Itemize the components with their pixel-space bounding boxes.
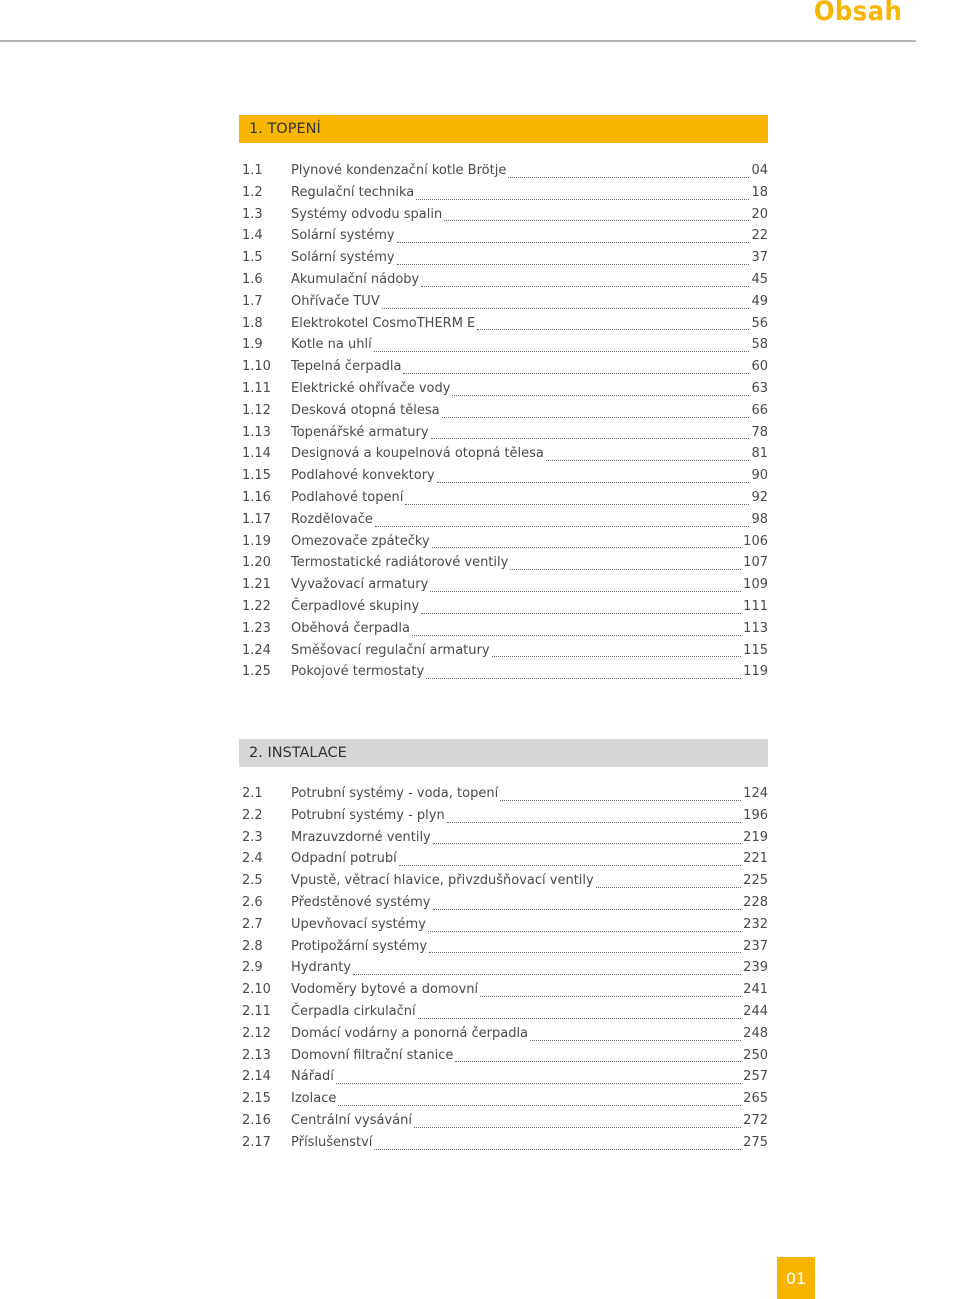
toc-entry-number: 2.10	[242, 982, 271, 998]
toc-entry-number: 1.16	[242, 489, 271, 505]
toc-entry[interactable]	[242, 487, 768, 509]
toc-entry-page: 239	[743, 960, 768, 976]
toc-entry-page: 90	[751, 468, 768, 484]
toc-entry-page: 107	[743, 555, 768, 571]
toc-entry-number: 2.16	[242, 1112, 271, 1128]
toc-entry-number: 2.14	[242, 1069, 271, 1085]
dot-leader	[421, 285, 749, 287]
dot-leader	[492, 655, 742, 657]
toc-entry-number: 1.25	[242, 664, 271, 680]
dot-leader	[338, 1104, 741, 1106]
toc-entry[interactable]	[242, 914, 768, 936]
toc-entry-page: 275	[743, 1134, 768, 1150]
toc-entry-number: 2.15	[242, 1091, 271, 1107]
dot-leader	[374, 1148, 741, 1150]
dot-leader	[432, 546, 742, 548]
toc-entry[interactable]	[242, 596, 768, 618]
toc-entry-title: Rozdělovače	[291, 511, 373, 527]
toc-entry[interactable]	[242, 1023, 768, 1045]
toc-entry-title: Potrubní systémy - voda, topení	[291, 786, 499, 801]
dot-leader	[433, 908, 742, 910]
header-gap	[916, 0, 960, 42]
toc-entry-number: 1.1	[242, 163, 263, 178]
toc-entry[interactable]	[242, 979, 768, 1001]
toc-entry-page: 63	[751, 380, 768, 396]
toc-entry-page: 78	[751, 424, 768, 440]
toc-entry[interactable]	[242, 334, 768, 356]
toc-entry-number: 1.20	[242, 555, 271, 571]
toc-entry-number: 2.9	[242, 960, 263, 976]
toc-entry-page: 66	[751, 402, 768, 418]
toc-entry[interactable]	[242, 378, 768, 400]
toc-entry-page: 219	[743, 829, 768, 845]
dot-leader	[416, 198, 749, 200]
toc-entry-number: 1.10	[242, 359, 271, 375]
dot-leader	[421, 612, 741, 614]
toc-entry-title: Čerpadla cirkulační	[291, 1003, 416, 1019]
toc-entry-number: 2.17	[242, 1134, 271, 1150]
toc-entry[interactable]	[242, 957, 768, 979]
toc-entry-number: 2.12	[242, 1025, 271, 1041]
toc-entry[interactable]	[242, 848, 768, 870]
toc-entry-title: Mrazuvzdorné ventily	[291, 829, 431, 845]
toc-entry-number: 1.21	[242, 577, 271, 593]
toc-entry-page: 60	[751, 359, 768, 375]
toc-entry-page: 196	[743, 807, 768, 823]
toc-entry-page: 45	[751, 271, 768, 287]
dot-leader	[546, 459, 750, 461]
toc-entry-title: Regulační technika	[291, 184, 415, 200]
toc-entry[interactable]	[242, 400, 768, 422]
toc-entry-title: Protipožární systémy	[291, 938, 428, 954]
toc-entry-page: 92	[751, 489, 768, 505]
toc-entry-page: 111	[743, 598, 768, 614]
toc-entry[interactable]	[242, 531, 768, 553]
toc-entry-title: Podlahové konvektory	[291, 468, 435, 484]
toc-entry-title: Elektrické ohřívače vody	[291, 380, 451, 396]
toc-entry-page: 109	[743, 577, 768, 593]
toc-entry[interactable]	[242, 783, 768, 805]
dot-leader	[455, 1060, 741, 1062]
dot-leader	[382, 307, 750, 309]
toc-entry-number: 1.2	[242, 184, 263, 200]
toc-entry-page: 119	[743, 664, 768, 680]
toc-entry-number: 1.3	[242, 206, 263, 222]
toc-entry-title: Elektrokotel CosmoTHERM E	[291, 315, 476, 331]
dot-leader	[480, 995, 741, 997]
dot-leader	[397, 263, 750, 265]
toc-entry-page: 04	[751, 163, 768, 178]
toc-entry-title: Domovní filtrační stanice	[291, 1047, 454, 1063]
toc-entry[interactable]	[242, 204, 768, 226]
toc-entry-number: 1.4	[242, 228, 263, 244]
dot-leader	[353, 973, 741, 975]
dot-leader	[428, 930, 741, 932]
dot-leader	[412, 634, 741, 636]
toc-entry-number: 1.19	[242, 533, 271, 549]
section-heading-topeni: 1. TOPENÍ	[239, 115, 768, 143]
dot-leader	[414, 1126, 741, 1128]
toc-entry-title: Příslušenství	[291, 1134, 373, 1150]
toc-entry-number: 2.13	[242, 1047, 271, 1063]
toc-entry-number: 2.2	[242, 807, 263, 823]
dot-leader	[430, 590, 741, 592]
toc-entry[interactable]	[242, 225, 768, 247]
toc-entry-page: 265	[743, 1091, 768, 1107]
toc-entry-title: Akumulační nádoby	[291, 271, 420, 287]
toc-entry[interactable]	[242, 1066, 768, 1088]
toc-entry-title: Termostatické radiátorové ventily	[291, 555, 509, 571]
toc-entry-page: 106	[743, 533, 768, 549]
toc-entry[interactable]	[242, 805, 768, 827]
toc-entry-title: Odpadní potrubí	[291, 851, 397, 867]
toc-entry-page: 115	[743, 642, 768, 658]
toc-entry[interactable]	[242, 640, 768, 662]
toc-entry-title: Ohřívače TUV	[291, 293, 380, 309]
toc-entry[interactable]	[242, 443, 768, 465]
toc-entry[interactable]	[242, 247, 768, 269]
dot-leader	[375, 525, 750, 527]
dot-leader	[510, 568, 741, 570]
toc-entry-number: 2.11	[242, 1003, 271, 1019]
toc-entry-title: Vyvažovací armatury	[291, 577, 429, 593]
dot-leader	[374, 350, 750, 352]
toc-entry-page: 58	[751, 337, 768, 353]
toc-entry[interactable]	[242, 422, 768, 444]
dot-leader	[437, 481, 750, 483]
toc-entry-page: 272	[743, 1112, 768, 1128]
toc-entry-number: 2.4	[242, 851, 263, 867]
toc-entry-page: 228	[743, 894, 768, 910]
toc-entry-number: 1.13	[242, 424, 271, 440]
toc-entry-title: Vpustě, větrací hlavice, přivzdušňovací ventily	[291, 873, 594, 889]
header-rule	[0, 0, 916, 42]
toc-entry-number: 2.6	[242, 894, 263, 910]
toc-entry-title: Předstěnové systémy	[291, 894, 431, 910]
dot-leader	[397, 241, 750, 243]
toc-entry[interactable]	[242, 182, 768, 204]
toc-entry-page: 225	[743, 873, 768, 889]
toc-entry-number: 1.22	[242, 598, 271, 614]
toc-entry-title: Kotle na uhlí	[291, 337, 372, 353]
toc-entry-page: 22	[751, 228, 768, 244]
toc-entry-page: 98	[751, 511, 768, 527]
toc-entry-number: 1.17	[242, 511, 271, 527]
toc-entry-title: Izolace	[291, 1091, 337, 1107]
toc-entry-page: 237	[743, 938, 768, 954]
dot-leader	[336, 1082, 741, 1084]
toc-entry-page: 241	[743, 982, 768, 998]
toc-entry[interactable]	[242, 552, 768, 574]
dot-leader	[399, 864, 741, 866]
toc-entry-number: 1.15	[242, 468, 271, 484]
toc-entry[interactable]	[242, 1001, 768, 1023]
toc-entry[interactable]	[242, 160, 768, 182]
dot-leader	[418, 1017, 742, 1019]
toc-entry-title: Centrální vysávání	[291, 1112, 412, 1128]
toc-entry-title: Solární systémy	[291, 250, 395, 266]
toc-entry[interactable]	[242, 936, 768, 958]
toc-entry-title: Topenářské armatury	[291, 424, 429, 440]
toc-entry-title: Solární systémy	[291, 228, 395, 244]
toc-entry-title: Upevňovací systémy	[291, 916, 426, 932]
toc-entry-page: 244	[743, 1003, 768, 1019]
toc-entry-title: Potrubní systémy - plyn	[291, 807, 445, 823]
dot-leader	[447, 821, 741, 823]
toc-entry-page: 49	[751, 293, 768, 309]
toc-entry-page: 232	[743, 916, 768, 932]
toc-entry[interactable]	[242, 827, 768, 849]
toc-entry-title: Podlahové topení	[291, 489, 404, 505]
toc-entry-number: 1.5	[242, 250, 263, 266]
toc-entry-page: 257	[743, 1069, 768, 1085]
dot-leader	[426, 677, 741, 679]
toc-entry-number: 1.12	[242, 402, 271, 418]
dot-leader	[429, 951, 741, 953]
toc-entry-page: 113	[743, 620, 768, 636]
toc-entry-number: 2.5	[242, 873, 263, 889]
dot-leader	[405, 503, 749, 505]
toc-entry[interactable]	[242, 313, 768, 335]
toc-entry[interactable]	[242, 465, 768, 487]
toc-entry[interactable]	[242, 291, 768, 313]
toc-entry-number: 1.11	[242, 380, 271, 396]
toc-entry-page: 56	[751, 315, 768, 331]
toc-entry[interactable]	[242, 1132, 768, 1154]
dot-leader	[508, 176, 749, 178]
toc-entry[interactable]	[242, 892, 768, 914]
toc-entry-title: Směšovací regulační armatury	[291, 642, 490, 658]
dot-leader	[530, 1039, 741, 1041]
toc-entry-title: Domácí vodárny a ponorná čerpadla	[291, 1025, 529, 1041]
toc-entry-title: Designová a koupelnová otopná tělesa	[291, 446, 544, 462]
toc-entry-title: Plynové kondenzační kotle Brötje	[291, 163, 507, 178]
page-number: 01	[777, 1257, 815, 1299]
toc-entry-title: Hydranty	[291, 960, 352, 976]
dot-leader	[596, 886, 741, 888]
dot-leader	[477, 328, 749, 330]
toc-entry-number: 2.1	[242, 786, 263, 801]
toc-entry[interactable]	[242, 574, 768, 596]
toc-entry-page: 37	[751, 250, 768, 266]
toc-entry[interactable]	[242, 661, 768, 683]
dot-leader	[500, 799, 741, 801]
toc-entry-title: Oběhová čerpadla	[291, 620, 411, 636]
toc-entry-title: Vodoměry bytové a domovní	[291, 982, 479, 998]
toc-entry-number: 1.24	[242, 642, 271, 658]
dot-leader	[444, 219, 749, 221]
toc-entry-number: 1.9	[242, 337, 263, 353]
toc-entry-page: 250	[743, 1047, 768, 1063]
toc-entry[interactable]	[242, 1110, 768, 1132]
section-heading-instalace: 2. INSTALACE	[239, 739, 768, 767]
toc-entry-number: 1.8	[242, 315, 263, 331]
toc-entry-number: 2.3	[242, 829, 263, 845]
toc-entry-page: 248	[743, 1025, 768, 1041]
toc-entry-title: Omezovače zpátečky	[291, 533, 430, 549]
toc-entry-title: Pokojové termostaty	[291, 664, 425, 680]
dot-leader	[452, 394, 749, 396]
toc-entry[interactable]	[242, 1088, 768, 1110]
toc-entry-number: 1.23	[242, 620, 271, 636]
toc-entry[interactable]	[242, 509, 768, 531]
toc-entry-number: 1.7	[242, 293, 263, 309]
toc-entry-number: 2.8	[242, 938, 263, 954]
toc-entry-page: 124	[743, 786, 768, 801]
toc-entry-number: 2.7	[242, 916, 263, 932]
toc-list-instalace	[242, 783, 768, 1154]
dot-leader	[433, 842, 741, 844]
dot-leader	[442, 416, 750, 418]
toc-entry-title: Nářadí	[291, 1069, 334, 1085]
toc-entry-page: 81	[751, 446, 768, 462]
toc-entry-title: Desková otopná tělesa	[291, 402, 440, 418]
toc-list-topeni	[242, 160, 768, 683]
toc-entry[interactable]	[242, 269, 768, 291]
dot-leader	[431, 437, 750, 439]
toc-entry-title: Tepelná čerpadla	[291, 359, 402, 375]
toc-entry[interactable]	[242, 356, 768, 378]
toc-entry-page: 221	[743, 851, 768, 867]
dot-leader	[403, 372, 749, 374]
toc-entry[interactable]	[242, 1045, 768, 1067]
toc-entry[interactable]	[242, 870, 768, 892]
toc-entry-number: 1.6	[242, 271, 263, 287]
toc-entry-title: Systémy odvodu spalin	[291, 206, 443, 222]
page-title: Obsah	[813, 0, 902, 27]
toc-entry-page: 18	[751, 184, 768, 200]
toc-entry[interactable]	[242, 618, 768, 640]
toc-entry-title: Čerpadlové skupiny	[291, 598, 420, 614]
toc-entry-number: 1.14	[242, 446, 271, 462]
toc-entry-page: 20	[751, 206, 768, 222]
